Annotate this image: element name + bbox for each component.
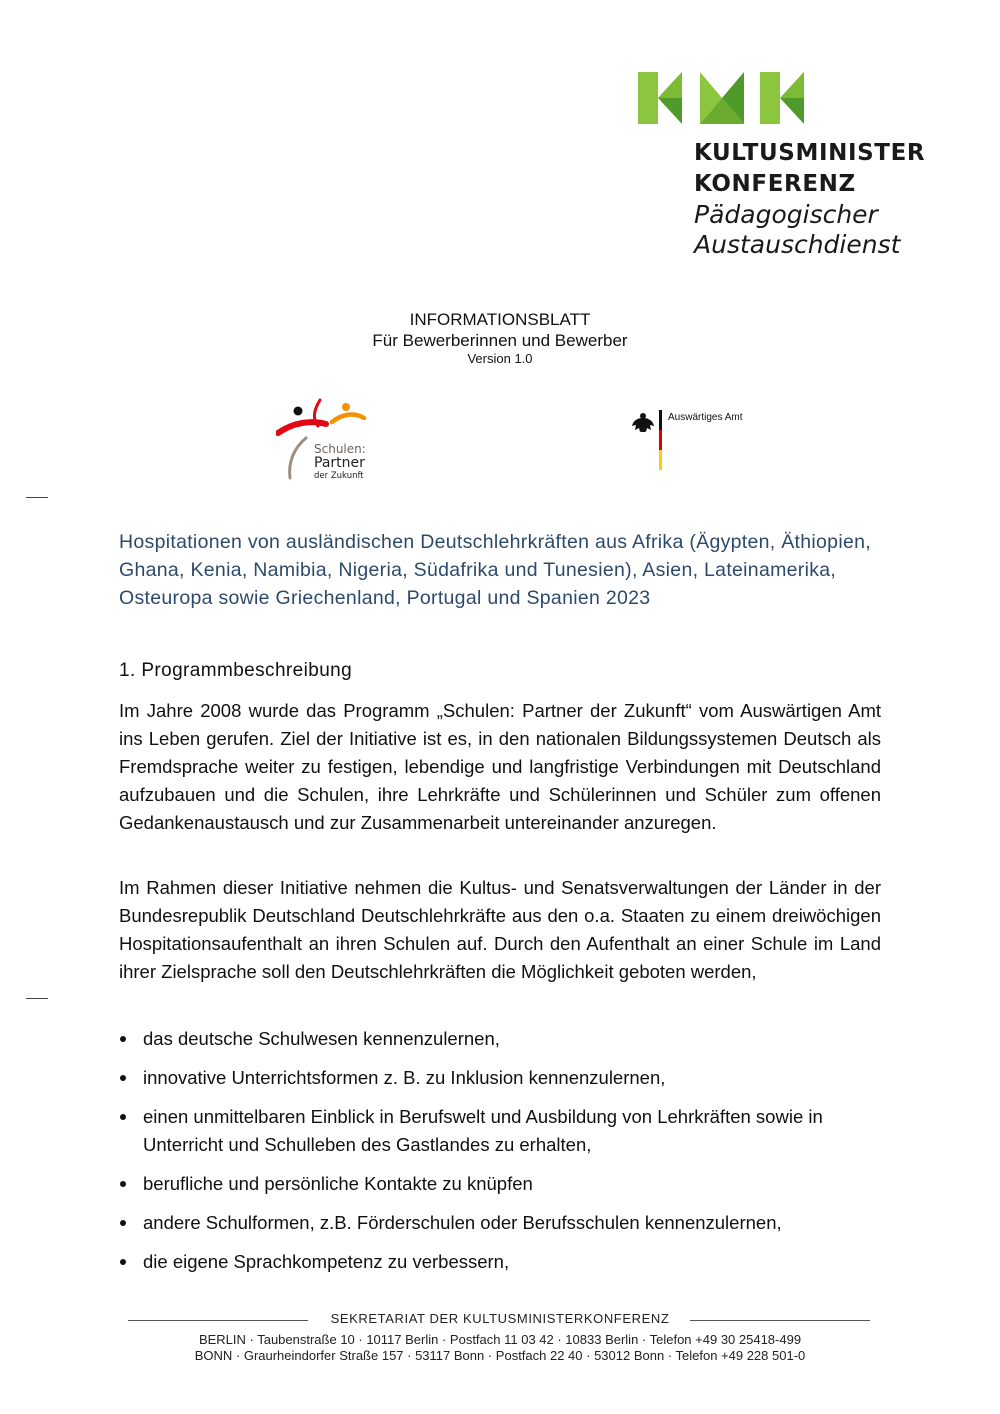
paragraph: Im Rahmen dieser Initiative nehmen die Kultus- und Senatsverwaltungen der Länder in der Bundesrepublik Deutschland Deutschlehrkräfte aus den o.a. Staaten zu einem dreiwöchigen Hospitationsaufenthalt an ihren Schulen auf. Durch den Aufenthalt an einer Schule im Land ihrer Zielsprache soll den Deutschlehrkräften die Möglichkeit geboten werden, (119, 877, 881, 982)
kmk-logo-icon (638, 72, 804, 124)
auswaertiges-amt-label: Auswärtiges Amt (668, 412, 743, 423)
list-item: andere Schulformen, z.B. Förderschulen oder Berufsschulen kennenzulernen, (119, 1209, 881, 1237)
section-heading: 1. Programmbeschreibung (119, 660, 353, 681)
logo-org-line1: KULTUSMINISTER (694, 140, 926, 166)
info-subtitle: Für Bewerberinnen und Bewerber (372, 331, 628, 350)
footer-org: SEKRETARIAT DER KULTUSMINISTERKONFERENZ (330, 1311, 670, 1326)
pasch-logo-icon (276, 396, 368, 482)
logo-dept-line1: Pädagogischer (694, 200, 878, 229)
list-item: einen unmittelbaren Einblick in Berufswelt und Ausbildung von Lehrkräften sowie in Unterricht und Schulleben des Gastlandes zu erhalten, (119, 1103, 881, 1159)
list-item: die eigene Sprachkompetenz zu verbessern, (119, 1248, 881, 1276)
logo-dept-line2: Austauschdienst (694, 230, 901, 259)
pasch-logo-line3: der Zukunft (314, 471, 364, 481)
auswaertiges-amt-logo-icon (632, 410, 752, 472)
pasch-logo-line1: Schulen: (314, 442, 366, 456)
logo-org-line2: KONFERENZ (694, 171, 856, 197)
info-title: INFORMATIONSBLATT (409, 310, 591, 329)
list-item: berufliche und persönliche Kontakte zu knüpfen (119, 1170, 881, 1198)
list-item: das deutsche Schulwesen kennenzulernen, (119, 1025, 881, 1053)
fold-mark (26, 998, 48, 999)
paragraph: Im Jahre 2008 wurde das Programm „Schulen: Partner der Zukunft“ vom Auswärtigen Amt ins Leben gerufen. Ziel der Initiative ist es, in den nationalen Bildungssystemen Deutsch als Fremdsprache weiter zu festigen, lebendige und langfristige Verbindungen mit Deutschland aufzubauen und die Schulen, ihre Lehrkräfte und Schülerinnen und Schüler zum offenen Gedankenaustausch und zur Zusammenarbeit untereinander anzuregen. (119, 700, 881, 833)
bullet-list (119, 1025, 881, 1287)
pasch-logo-line2: Partner (314, 455, 365, 471)
list-item: innovative Unterrichtsformen z. B. zu Inklusion kennenzulernen, (119, 1064, 881, 1092)
footer-address-berlin: BERLIN · Taubenstraße 10 · 10117 Berlin · Postfach 11 03 42 · 10833 Berlin · Telefon +49 30 25418-499 (198, 1332, 802, 1347)
fold-mark (26, 497, 48, 498)
document-title: Hospitationen von ausländischen Deutschlehrkräften aus Afrika (Ägypten, Äthiopien, Ghana, Kenia, Namibia, Nigeria, Südafrika und Tunesien), Asien, Lateinamerika, Osteuropa sowie Griechenland, Portugal und Spanien 2023 (119, 531, 871, 609)
info-version: Version 1.0 (467, 351, 533, 366)
footer-address-bonn: BONN · Graurheindorfer Straße 157 · 53117 Bonn · Postfach 22 40 · 53012 Bonn · Telefon +49 228 501-0 (194, 1348, 806, 1363)
